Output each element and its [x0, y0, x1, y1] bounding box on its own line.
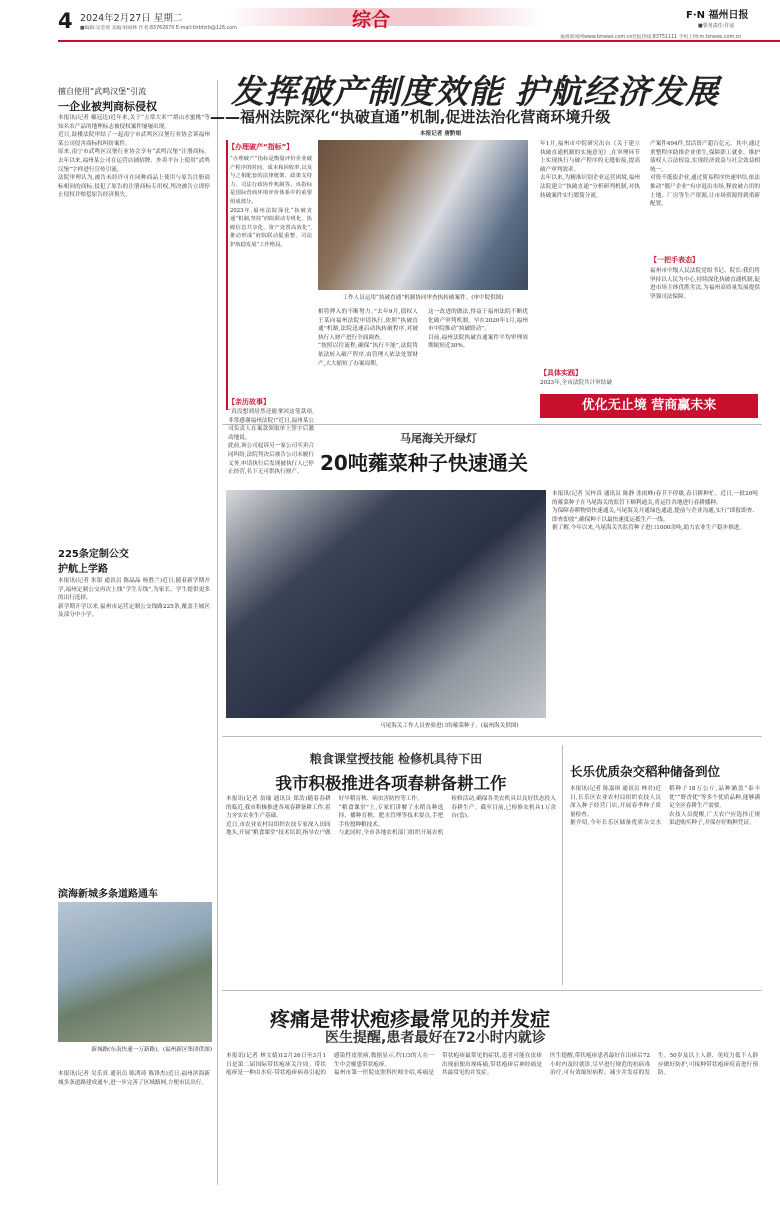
courtroom-photo-caption: 工作人员运用“执破直通”机制协同审查执转破案件。(审中院供图) [342, 295, 504, 301]
story-text: “真没想到居然还能拿回这笔款项,非常感谢福州法院!”近日,福州某公司负责人在案款领取单上签字后激动地说。 此前,该公司起诉另一家公司买卖合同纠纷,法院判决后被告公司未履行义务,申请执行后发现被执行人已停止经营,名下无可供执行财产。 [228, 409, 314, 476]
site-info: 福州新闻网www.fznews.com.cn [560, 35, 633, 40]
main-byline: 本报记者 唐黔娟 [420, 131, 462, 137]
practice-tag: 【具体实践】 [540, 369, 582, 377]
left-divider [217, 80, 218, 1185]
main-col-5: 年1月,福州市中院研究出台《关于建立执破直通机制的实施意见》,在审理环节上实现执行与破产程序的无缝衔接,提高破产审判效率。 去年以来,为精准识别企业运营困境,福州法院建立“执破直通”分析研判机制,对执转破案件实行繁简分流。 [540, 141, 640, 199]
main-headline: 发挥破产制度效能 护航经济发展 [230, 72, 720, 111]
grain-headline: 我市积极推进各项春耕备耕工作 [275, 774, 507, 793]
left-headline: 一企业被判商标侵权 [58, 100, 157, 113]
health-article: 本报讯(记者 林文婧)12月26日至3月1日是第二届国际带状疱疹关注周。带状疱疹是一种由水痘-带状疱疹病毒引起的感染性皮肤病,数据显示,约1/3的人在一生中会罹患带状疱疹。 福州市第一医院皮肤科医师介绍,疼痛是带状疱疹最常见的症状,患者可能在皮疹出现前便出现疼痛,带状疱疹后神经痛是其最常见的并发症。 医生提醒,带状疱疹患者最好在出疹后72小时内及时就诊,尽早进行规范的抗病毒治疗,可有效缩短病程、减少并发症的发生。50岁及以上人群、免疫力低下人群应做好防护,可接种带状疱疹疫苗进行预防。 [226, 1053, 758, 1077]
grain-kicker: 粮食课堂授技能 检修机具待下田 [309, 752, 483, 766]
seed-headline: 20吨蕹菜种子快速通关 [320, 451, 528, 475]
masthead-editors: ■编辑:吴金瑶 美编:韩斌林 作者:83762670 E-mail:fzrbfzrb@126.com [80, 26, 237, 31]
main-col-3: 相符押入的不断努力。”去年9月,债权人王某向福州法院申请执行,依照“执破直通”机制,法院迅速启动执转破程序,对被执行人财产进行全面调查。 “按照以往流程,确保“执行不能”,法院将依法转入破产程序,由管理人依法处置财产,大大缩短了办案周期。 [318, 309, 418, 367]
section-title: 综合 [352, 9, 391, 31]
bus-subheadline: 护航上学路 [58, 564, 108, 575]
bus-article: 本报讯(记者 朱银 通讯员 陈晶晶 杨胜兰)近日,随着新学期开学,福州定制公交再次上线“学生专线”,为家长、学生提供更多的出行选择。 新学期开学以来,福州市运营定制公交线路225条,覆盖主城区及部分中小学。 [58, 578, 210, 619]
left-headline-kicker: 擅自使用“武鸣汉堡”引流 [58, 87, 147, 96]
road-article: 本报讯(记者 吴乐真 通讯员 陈鸿琦 陈锋杰)近日,福州滨海新城多条道路建成通车,进一步完善了区域路网,方便市民出行。 [58, 1071, 210, 1086]
indicator-box-text: “办理破产”指标是衡量评价企业破产程序的时间、成本和回收率,以及与之相配套的法律框架、政策支持力、司法行政协作机制等。该指标是国际营商环境评价体系中的重要组成部分。 2023年,福州法院深化“执破直通”机制,坚持“府院联动专班化、执破信息共享化、资产处置高效化”,推动形成“府院联动促重整、司法护航稳发展”工作格局。 [230, 156, 312, 248]
main-col-6b: 福州市中级人民法院党组书记、院长:我们将坚持以人民为中心,持续深化执破直通机制,促进市场主体优胜劣汰,为福州高质量发展提供坚强司法保障。 [650, 268, 760, 300]
road-photo-caption: 新城路(东南快速一万新路)。(福州新区集团供图) [91, 1047, 212, 1053]
grain-veg-divider [562, 745, 563, 985]
paper-logo: F·N 福州日报 [686, 10, 749, 21]
indicator-box-tag: 【办理破产“指标”】 [228, 143, 294, 151]
health-top-rule [222, 990, 762, 991]
customs-photo [226, 490, 546, 718]
veg-headline: 长乐优质杂交稻种储备到位 [570, 764, 721, 779]
story-tag: 【亲历故事】 [228, 398, 270, 406]
page-number: 4 [58, 9, 73, 33]
main-subheadline: ——福州法院深化“执破直通”机制,促进法治化营商环境升级 [210, 108, 611, 126]
seed-bottom-rule [222, 736, 762, 737]
main-col-6: 产案件494件,盘活资产超百亿元。其中,通过重整程序助推企业重生,保障职工就业、维护债权人合法权益,实现经济效益与社会效益相统一。 对资不抵债企业,通过简易程序快速审结,依法推动“僵尸企业”有序退出市场,释放被占用的土地、厂房等生产资源,让市场资源得到重新配置。 [650, 141, 760, 208]
health-headline: 疼痛是带状疱疹最常见的并发症 [270, 1007, 550, 1031]
seed-kicker: 马尾海关开绿灯 [400, 432, 477, 445]
veg-article: 本报讯(记者 陈嘉琪 通讯员 林君)近日,长乐区农业农村局组织农技人员深入种子经营门店,开展春季种子质量检查。 据介绍,今年长乐区储备优质杂交水稻种子18万公斤,品种涵盖“泰丰优”“野香优”等多个优质品种,能够满足全区春耕生产需要。 农技人员提醒,广大农户应选择正规渠道购买种子,并保存好购种凭证。 [570, 786, 760, 827]
main-bottom-rule [222, 424, 762, 425]
masthead-date: 2024年2月27日 星期二 [80, 13, 183, 24]
courtroom-photo [318, 140, 528, 290]
hotline-info: 党报热线:83751111 手机上网:m.fznews.com.cn [632, 35, 742, 40]
health-subheadline: 医生提醒,患者最好在72小时内就诊 [325, 1030, 546, 1046]
masthead-dept: ■要务责任:许泓 [698, 23, 735, 29]
leader-tag: 【一把手表态】 [650, 256, 699, 264]
customs-photo-caption: 马尾海关工作人员查验进口的蕹菜种子。(福州海关供图) [380, 723, 519, 729]
main-col-4: 这一改进的做法,得益于福州法院不断优化破产审判机制。早在2020年1月,福州市中院推动“执破联动”。 目前,福州法院执破直通案件平均审理周期缩短近30%。 [428, 309, 528, 350]
road-headline: 滨海新城多条道路通车 [58, 889, 158, 900]
grain-article: 本报讯(记者 翁瑜 通讯员 郑浩)随着春耕的临近,我市积极推进各项春耕备耕工作,着力夯实农业生产基础。 近日,市农业农村局组织农技专家深入田间地头,开展“粮食课堂”技术培训,指导农户做好早稻育秧、病虫害防控等工作。 “粮食课堂”上,专家们讲解了水稻良种选择、播种育秧、肥水管理等技术要点,手把手传授种粮技术。 与此同时,全市各地农机部门组织开展农机检修活动,确保各类农机具以良好状态投入春耕生产。截至目前,已检修农机具1万余台(套)。 [226, 796, 556, 837]
masthead-rule [58, 40, 780, 42]
slogan-banner: 优化无止境 营商赢未来 [540, 394, 758, 418]
road-photo [58, 902, 212, 1042]
seed-article: 本报讯(记者 吴梓真 通讯员 陈静 张雨峰)春节不停歇,春日耕种忙。近日,一批20吨的蕹菜种子在马尾海关的监管下顺利通关,将运往各地进行春耕播种。 为保障春耕物资快速通关,马尾海关开通绿色通道,提前与企业沟通,实行“即报即查、即查即放”,确保种子以最快速度运抵生产一线。 据了解,今年以来,马尾海关共监管种子进口1000余吨,助力农业生产稳步推进。 [552, 491, 758, 532]
left-article-1: 本报讯(记者 戴冠达)近年来,关于“五常大米”“胡山水蜜桃”等知名农产品的地理标志被侵权案件屡屡出现。 近日,鼓楼法院审结了一起南宁市武鸣区汉堡行业协会诉福州某公司侵害商标权纠纷案件。 原来,南宁市武鸣区汉堡行业协会享有“武鸣汉堡”注册商标。去年以来,福州某公司在运营店铺招牌、外卖平台上使用“武鸣汉堡”字样进行宣传引流。 法院审理认为,被告未经许可在同种商品上使用与原告注册商标相同的商标,侵犯了原告的注册商标专用权,判决被告立即停止侵权并赔偿原告经济损失。 [58, 115, 210, 199]
main-col-5b: 2023年,全市法院共计审结破 [540, 380, 612, 386]
bus-headline: 225条定制公交 [58, 549, 129, 560]
